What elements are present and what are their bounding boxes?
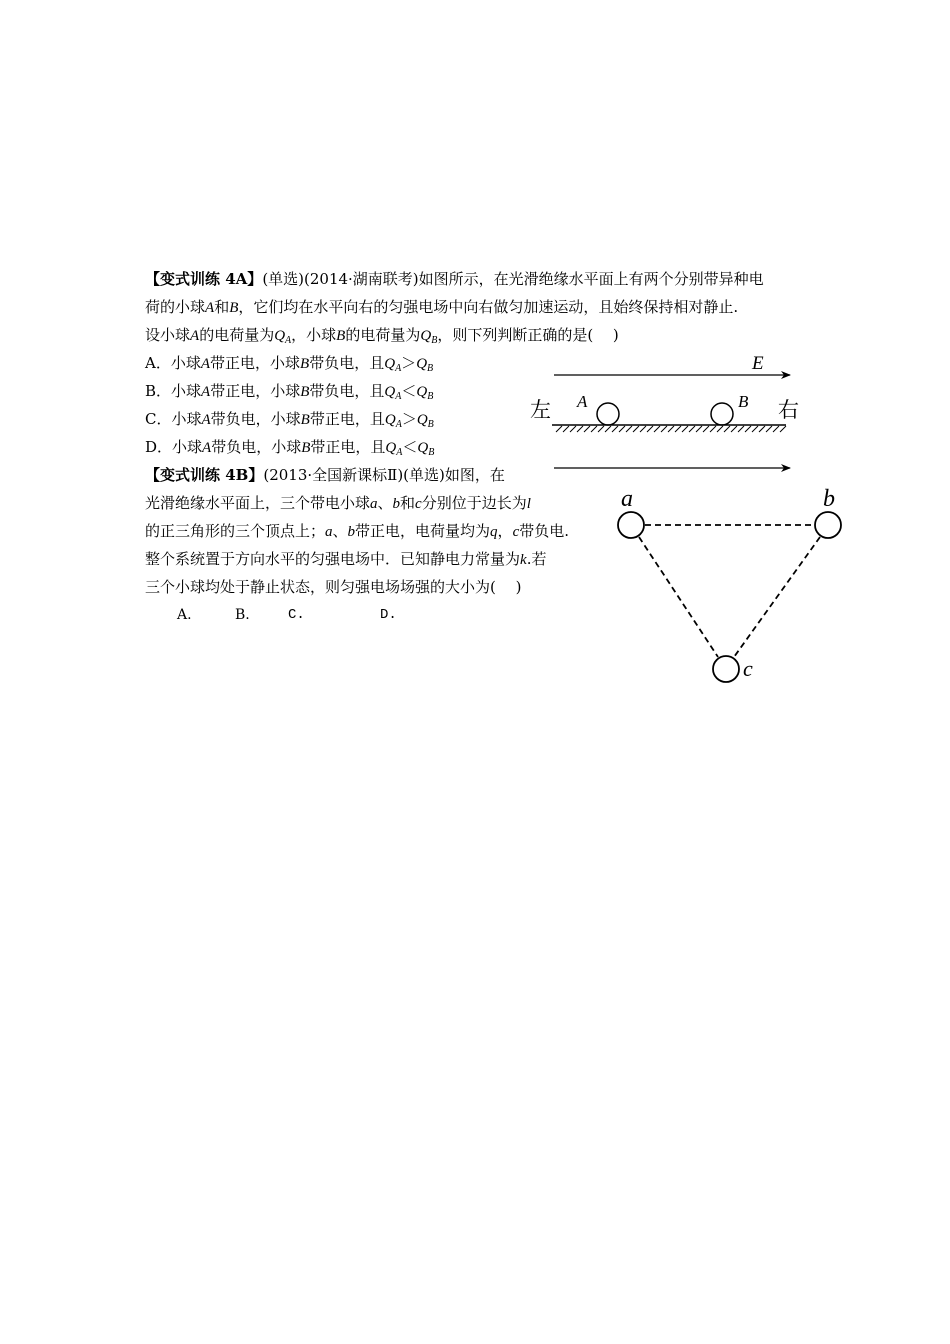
- hatch-mark: [759, 426, 765, 432]
- q4b-line-2: [145, 494, 531, 513]
- var-b: B: [301, 440, 311, 456]
- hatch-mark: [752, 426, 758, 432]
- left-label: 左: [530, 398, 551, 422]
- q4a-text: 荷的小球: [145, 298, 206, 316]
- q4b-line-3: [145, 522, 569, 541]
- hatch-mark: [766, 426, 772, 432]
- var-b: B: [300, 412, 310, 428]
- q4a-option-d[interactable]: [145, 438, 434, 457]
- opt-text: 带负电，小球: [211, 438, 302, 456]
- relation: ＞: [401, 410, 417, 428]
- var-q: Q: [384, 356, 396, 372]
- var-c: c: [512, 524, 520, 540]
- q4a-meta: (单选)(2014·湖南联考): [262, 270, 419, 288]
- hatch-mark: [584, 426, 590, 432]
- sub-a: A: [395, 419, 402, 430]
- sub-b: B: [427, 363, 434, 374]
- var-b: B: [336, 328, 346, 344]
- q4b-text: 带正电，电荷量均为: [355, 522, 491, 540]
- q4b-meta: (2013·全国新课标Ⅱ)(单选)如图，在: [263, 466, 505, 484]
- sub-a: A: [396, 447, 403, 458]
- opt-label: A．小球: [145, 354, 201, 372]
- var-a: A: [202, 440, 212, 456]
- q4b-text: 和: [400, 494, 416, 512]
- side-bc: [734, 537, 820, 657]
- q4b-option-a[interactable]: A.: [177, 607, 192, 623]
- side-ac: [639, 537, 718, 657]
- hatch-mark: [773, 426, 779, 432]
- opt-label: D．小球: [145, 438, 203, 456]
- var-a: a: [325, 524, 333, 540]
- ball-a: [597, 403, 619, 425]
- q4b-text: 光滑绝缘水平面上，三个带电小球: [145, 494, 371, 512]
- q4a-option-c[interactable]: [145, 410, 434, 429]
- var-b: b: [347, 524, 356, 540]
- charge-c-label: c: [743, 656, 753, 681]
- q4b-line-5: [145, 578, 521, 596]
- hatch-mark: [633, 426, 639, 432]
- var-q: Q: [384, 412, 396, 428]
- q4b-line-1: [145, 466, 505, 484]
- q4a-text: 的电荷量为: [199, 326, 275, 344]
- var-c: c: [415, 496, 422, 512]
- hatch-mark: [668, 426, 674, 432]
- q4b-text: 分别位于边长为: [421, 494, 527, 512]
- q4b-figure: [605, 482, 855, 692]
- q4a-figure: [520, 345, 810, 480]
- q4b-text: 整个系统置于方向水平的匀强电场中．已知静电力常量为: [145, 550, 521, 568]
- var-a: A: [200, 356, 211, 372]
- hatch-mark: [731, 426, 737, 432]
- var-q: Q: [385, 440, 397, 456]
- ball-b: [711, 403, 733, 425]
- q4a-tag: 【变式训练 4A】: [145, 270, 263, 288]
- opt-text: 带负电，且: [309, 354, 385, 372]
- hatch-mark: [703, 426, 709, 432]
- var-q: Q: [416, 384, 428, 400]
- q4a-line-1: [145, 270, 764, 288]
- var-a: A: [190, 328, 200, 344]
- q4a-text: 和: [214, 298, 230, 316]
- q4a-line-2: [145, 298, 738, 317]
- hatch-mark: [619, 426, 625, 432]
- q4b-line-4: [145, 550, 546, 569]
- charge-b: [815, 512, 841, 538]
- q4b-text: .若: [526, 550, 547, 568]
- var-q: Q: [274, 328, 286, 344]
- relation: ＞: [401, 354, 417, 372]
- q4b-text: 、: [377, 494, 393, 512]
- charge-a-label: a: [621, 486, 633, 512]
- hatch-mark: [710, 426, 716, 432]
- hatch-mark: [605, 426, 611, 432]
- relation: ＜: [402, 438, 418, 456]
- hatch-mark: [626, 426, 632, 432]
- var-b: B: [300, 356, 310, 372]
- hatch-mark: [598, 426, 604, 432]
- var-a: A: [201, 384, 211, 400]
- sub-b: B: [427, 419, 434, 430]
- q4b-option-c[interactable]: C.: [288, 607, 305, 623]
- q4a-line-3: [145, 326, 619, 345]
- hatch-mark: [717, 426, 723, 432]
- q4a-option-b[interactable]: [145, 382, 433, 401]
- q4b-text: 三个小球均处于静止状态，则匀强电场场强的大小为( ): [145, 578, 522, 596]
- q4a-text: ，小球: [291, 326, 337, 344]
- q4a-option-a[interactable]: [145, 354, 433, 373]
- ball-a-label: A: [577, 392, 588, 411]
- hatch-mark: [591, 426, 597, 432]
- hatch-mark: [745, 426, 751, 432]
- hatch-mark: [563, 426, 569, 432]
- opt-text: 带负电，小球: [210, 410, 301, 428]
- q4b-option-d[interactable]: D.: [380, 607, 397, 623]
- opt-text: 带正电，小球: [210, 354, 301, 372]
- hatch-mark: [724, 426, 730, 432]
- hatch-mark: [689, 426, 695, 432]
- var-b: b: [392, 496, 401, 512]
- opt-text: 带正电，且: [310, 438, 386, 456]
- field-label: E: [752, 353, 764, 374]
- var-q: Q: [416, 412, 428, 428]
- var-b: B: [229, 300, 239, 316]
- hatch-mark: [696, 426, 702, 432]
- q4b-text: 、: [332, 522, 348, 540]
- q4a-text: 设小球: [145, 326, 191, 344]
- q4b-text: ，: [497, 522, 513, 540]
- hatch-mark: [661, 426, 667, 432]
- var-l: l: [526, 496, 531, 512]
- hatch-mark: [556, 426, 562, 432]
- hatch-mark: [640, 426, 646, 432]
- hatch-mark: [612, 426, 618, 432]
- var-q: q: [490, 524, 498, 540]
- hatch-mark: [675, 426, 681, 432]
- opt-text: 带正电，小球: [210, 382, 301, 400]
- sub-b: B: [428, 447, 435, 458]
- var-k: k: [520, 552, 527, 568]
- hatch-mark: [654, 426, 660, 432]
- hatch-mark: [647, 426, 653, 432]
- hatch-mark: [780, 426, 786, 432]
- opt-text: 带负电，且: [309, 382, 385, 400]
- var-q: Q: [417, 440, 429, 456]
- q4a-text: ，它们均在水平向右的匀强电场中向右做匀加速运动，且始终保持相对静止.: [238, 298, 739, 316]
- opt-text: 带正电，且: [309, 410, 385, 428]
- q4b-tag: 【变式训练 4B】: [145, 466, 264, 484]
- q4a-text: 的电荷量为: [345, 326, 421, 344]
- sub-a: A: [285, 335, 292, 346]
- hatch-mark: [682, 426, 688, 432]
- sub-a: A: [395, 363, 402, 374]
- hatch-mark: [570, 426, 576, 432]
- q4a-text: 如图所示，在光滑绝缘水平面上有两个分别带异种电: [418, 270, 764, 288]
- sub-b: B: [431, 335, 438, 346]
- q4a-text: ，则下列判断正确的是( ): [437, 326, 619, 344]
- charge-b-label: b: [823, 486, 835, 512]
- hatch-mark: [738, 426, 744, 432]
- opt-label: C．小球: [145, 410, 202, 428]
- var-a: a: [370, 496, 378, 512]
- charge-c: [713, 656, 739, 682]
- ball-b-label: B: [738, 392, 749, 411]
- right-label: 右: [778, 398, 799, 422]
- var-q: Q: [416, 356, 428, 372]
- var-q: Q: [384, 384, 396, 400]
- charge-a: [618, 512, 644, 538]
- sub-a: A: [395, 391, 402, 402]
- var-b: B: [300, 384, 310, 400]
- q4b-text: 带负电.: [519, 522, 570, 540]
- var-a: A: [205, 300, 215, 316]
- hatch-mark: [577, 426, 583, 432]
- q4b-option-b[interactable]: B.: [235, 607, 250, 623]
- opt-label: B．小球: [145, 382, 202, 400]
- q4b-text: 的正三角形的三个顶点上；: [145, 522, 326, 540]
- var-a: A: [201, 412, 211, 428]
- ground-hatching: [556, 426, 786, 432]
- var-q: Q: [420, 328, 432, 344]
- relation: ＜: [401, 382, 417, 400]
- sub-b: B: [427, 391, 434, 402]
